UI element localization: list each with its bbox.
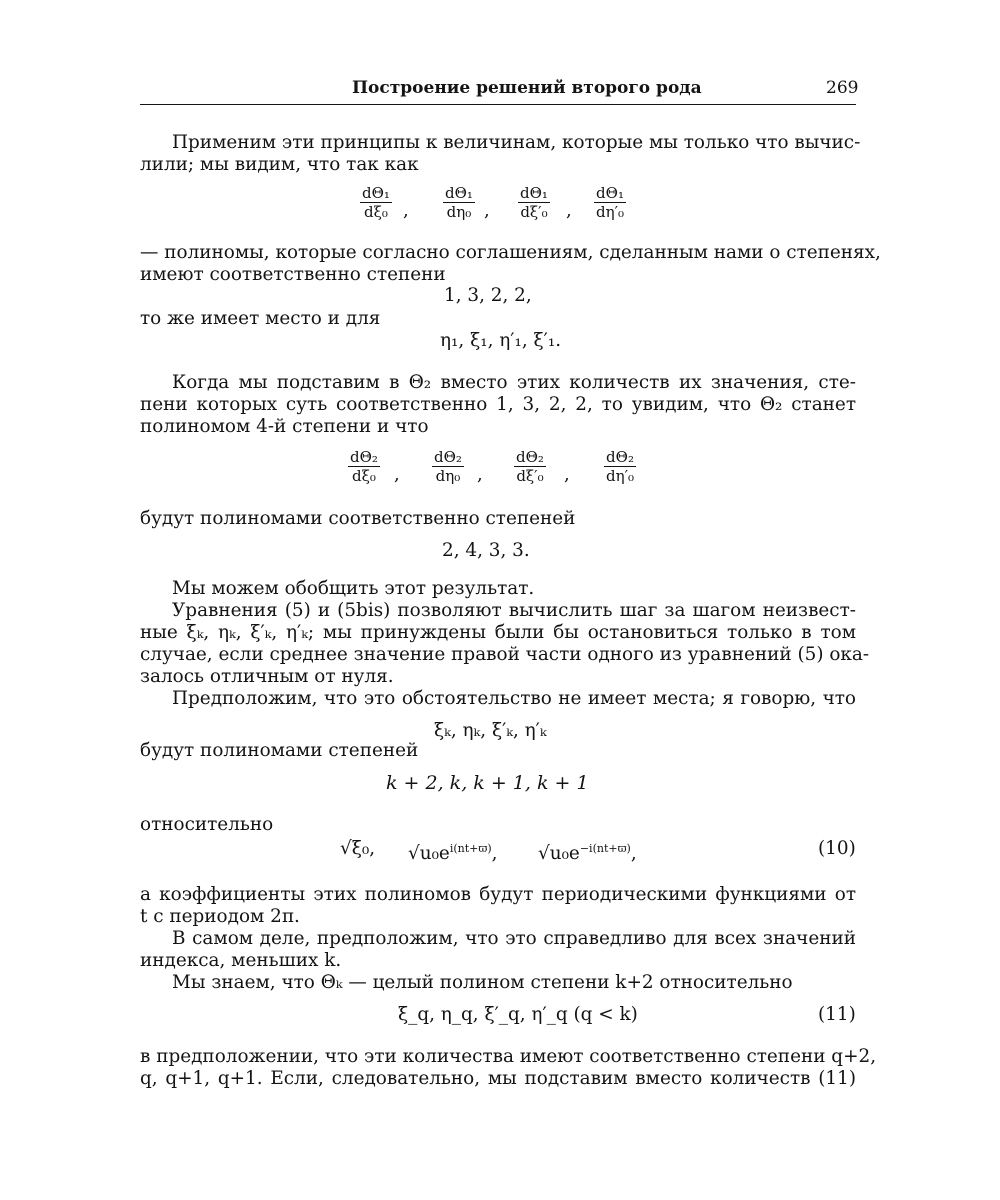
equation-10-term-3: $√u_0e^{-i(nt+ϖ)}$,	[538, 842, 637, 865]
equation-10-term-1: √ξ₀,	[340, 838, 376, 859]
fraction-dtheta1-dxi0prime: $\frac{\text{dΘ₁}}{\text{dξ′₀}}$	[520, 184, 548, 221]
fraction-dtheta1-dxi0: $\frac{\text{dΘ₁}}{\text{dξ₀}}$	[362, 184, 390, 221]
equation-10-term-2: $√u_0e^{i(nt+ϖ)}$,	[408, 842, 498, 865]
paragraph-11-line-2: t с периодом 2π.	[140, 906, 300, 927]
paragraph-1-line-1: Применим эти принципы к величинам, которые мы только что вычис-	[172, 132, 861, 153]
fraction-dtheta2-deta0: $\frac{\text{dΘ₂}}{\text{dη₀}}$	[434, 448, 462, 485]
paragraph-9-text: будут полиномами степеней	[140, 740, 419, 761]
equation-11-expression: ξ_q, η_q, ξ′_q, η′_q (q < k)	[398, 1004, 638, 1025]
paragraph-1-line-2: лили; мы видим, что так как	[140, 154, 419, 175]
paragraph-5-text: будут полиномами соответственно степеней	[140, 508, 576, 529]
variables-list-1: η₁, ξ₁, η′₁, ξ′₁.	[440, 330, 562, 351]
fraction-dtheta1-deta0: $\frac{\text{dΘ₁}}{\text{dη₀}}$	[445, 184, 473, 221]
paragraph-14-line-2: q, q+1, q+1. Если, следовательно, мы подставим вместо количеств (11)	[140, 1068, 856, 1089]
paragraph-7-line-4: залось отличным от нуля.	[140, 666, 394, 687]
page-number: 269	[826, 78, 859, 98]
paragraph-6-text: Мы можем обобщить этот результат.	[172, 578, 535, 599]
paragraph-10-text: относительно	[140, 814, 274, 835]
equation-10-number: (10)	[818, 838, 856, 859]
fraction-dtheta2-dxi0prime: $\frac{\text{dΘ₂}}{\text{dξ′₀}}$	[516, 448, 544, 485]
paragraph-4-line-1: Когда мы подставим в Θ₂ вместо этих количеств их значения, сте-	[172, 372, 856, 393]
paragraph-11-line-1: а коэффициенты этих полиномов будут периодическими функциями от	[140, 884, 856, 905]
paragraph-13-line-1: Мы знаем, что Θₖ — целый полином степени k+2 относительно	[172, 972, 793, 993]
header-rule	[140, 104, 856, 105]
equation-11-number: (11)	[818, 1004, 856, 1025]
variables-list-k: ξₖ, ηₖ, ξ′ₖ, η′ₖ	[434, 720, 547, 741]
paragraph-7-line-2: ные ξₖ, ηₖ, ξ′ₖ, η′ₖ; мы принуждены были бы остановиться только в том	[140, 622, 856, 643]
degrees-list-1: 1, 3, 2, 2,	[444, 285, 532, 306]
paragraph-14-line-1: в предположении, что эти количества имеют соответственно степени q+2,	[140, 1046, 877, 1067]
paragraph-12-line-2: индекса, меньших k.	[140, 950, 342, 971]
paragraph-3-text: то же имеет место и для	[140, 308, 381, 329]
paragraph-8-line-1: Предположим, что это обстоятельство не имеет места; я говорю, что	[172, 688, 856, 709]
paragraph-7-line-3: случае, если среднее значение правой части одного из уравнений (5) ока-	[140, 644, 870, 665]
degrees-list-k: k + 2, k, k + 1, k + 1	[386, 772, 589, 794]
fraction-dtheta2-dxi0: $\frac{\text{dΘ₂}}{\text{dξ₀}}$	[350, 448, 378, 485]
paragraph-2-line-1: — полиномы, которые согласно соглашениям, сделанным нами о степенях,	[140, 242, 881, 263]
paragraph-7-line-1: Уравнения (5) и (5bis) позволяют вычислить шаг за шагом неизвест-	[172, 600, 856, 621]
fraction-dtheta2-deta0prime: $\frac{\text{dΘ₂}}{\text{dη′₀}}$	[606, 448, 635, 485]
paragraph-12-line-1: В самом деле, предположим, что это справедливо для всех значений	[172, 928, 856, 949]
fraction-dtheta1-deta0prime: $\frac{\text{dΘ₁}}{\text{dη′₀}}$	[596, 184, 625, 221]
book-page: Построение решений второго рода 269 Применим эти принципы к величинам, которые мы только что вычис- лили; мы видим, что так как $\frac{\text{dΘ₁}}{\text{dξ₀}}$ , $\frac{\text{dΘ₁}}{\text{dη₀}}$ , $\frac{\text{dΘ₁}}{\text{dξ′₀}}$ , $\frac{\text{dΘ₁}}{\text{dη′₀}}$ — полиномы, которые согласно соглашениям, сделанным нами о степенях, имеют соответственно степени 1, 3, 2, 2, то же имеет место и для η₁, ξ₁, η′₁, ξ′₁. Когда мы подставим в Θ₂ вместо этих количеств их значения, сте- пени которых суть соответственно 1, 3, 2, 2, то увидим, что Θ₂ станет полиномом 4-й степени и что $\frac{\text{dΘ₂}}{\text{dξ₀}}$ , $\frac{\text{dΘ₂}}{\text{dη₀}}$ , $\frac{\text{dΘ₂}}{\text{dξ′₀}}$ , $\frac{\text{dΘ₂}}{\text{dη′₀}}$ будут полиномами соответственно степеней 2, 4, 3, 3. Мы можем обобщить этот результат. Уравнения (5) и (5bis) позволяют вычислить шаг за шагом неизвест- ные ξₖ, ηₖ, ξ′ₖ, η′ₖ; мы принуждены были бы остановиться только в том случае, если среднее значение правой части одного из уравнений (5) ока- залось отличным от нуля. Предположим, что это обстоятельство не имеет места; я говорю, что ξₖ, ηₖ, ξ′ₖ, η′ₖ будут полиномами степеней k + 2, k, k + 1, k + 1 относительно √ξ₀, $√u_0e^{i(nt+ϖ)}$, $√u_0e^{-i(nt+ϖ)}$, (10) а коэффициенты этих полиномов будут периодическими функциями от t с периодом 2π. В самом деле, предположим, что это справедливо для всех значений индекса, меньших k. Мы знаем, что Θₖ — целый полином степени k+2 относительно ξ_q, η_q, ξ′_q, η′_q (q < k) (11) в предположении, что эти количества имеют соответственно степени q+2, q, q+1, q+1. Если, следовательно, мы подставим вместо количеств (11)	[140, 78, 881, 1089]
degrees-list-2: 2, 4, 3, 3.	[442, 540, 530, 561]
paragraph-2-line-2: имеют соответственно степени	[140, 264, 446, 285]
paragraph-4-line-2: пени которых суть соответственно 1, 3, 2, 2, то увидим, что Θ₂ станет	[140, 394, 856, 415]
running-header-title: Построение решений второго рода	[352, 78, 702, 98]
paragraph-4-line-3: полиномом 4-й степени и что	[140, 416, 429, 437]
